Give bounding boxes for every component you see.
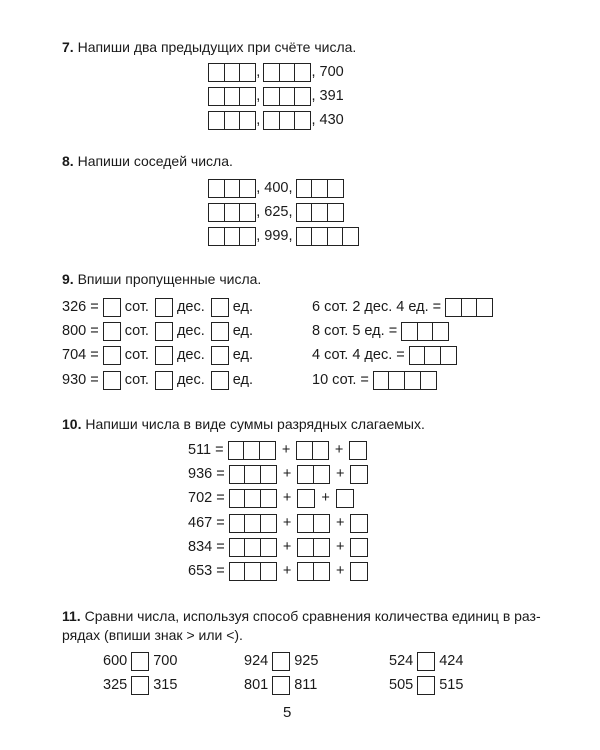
comparison-box[interactable] xyxy=(131,652,149,671)
right-number: 811 xyxy=(294,677,318,693)
comparison-box[interactable] xyxy=(417,652,435,671)
task-7-row xyxy=(208,61,344,83)
task-9-text: Впиши пропущенные числа. xyxy=(77,271,262,287)
task-11-number: 11. xyxy=(62,608,81,624)
task-10-text: Напиши числа в виде суммы разрядных слагаемых. xyxy=(85,416,425,432)
plus-sign: + xyxy=(282,563,292,579)
hundreds-boxes[interactable] xyxy=(229,514,277,533)
comma: , xyxy=(256,64,261,80)
ones-box[interactable] xyxy=(336,489,354,508)
task-9-right-row xyxy=(312,296,493,318)
tens-boxes[interactable] xyxy=(297,514,330,533)
tens-box[interactable] xyxy=(155,322,173,341)
tens-boxes[interactable] xyxy=(297,562,330,581)
tens-boxes[interactable] xyxy=(297,465,330,484)
task-9-heading xyxy=(62,271,261,287)
answer-boxes-4[interactable] xyxy=(373,371,437,390)
ones-box[interactable] xyxy=(211,371,229,390)
number-label: 467 = xyxy=(188,515,225,531)
compare-pair xyxy=(389,674,463,696)
plus-sign: + xyxy=(282,515,292,531)
hundreds-boxes[interactable] xyxy=(228,441,276,460)
tens-box[interactable] xyxy=(297,489,315,508)
task-9-left-row xyxy=(62,369,253,391)
comma: , xyxy=(256,112,261,128)
number-label: 936 = xyxy=(188,466,225,482)
hundreds-boxes[interactable] xyxy=(229,538,277,557)
task-8-row xyxy=(208,201,344,223)
task-7-heading xyxy=(62,39,356,55)
hundreds-unit: сот. xyxy=(124,323,149,339)
comparison-box[interactable] xyxy=(272,652,290,671)
left-number: 801 xyxy=(244,677,269,693)
plus-sign: + xyxy=(282,539,292,555)
place-value-expression: 8 сот. 5 ед. = xyxy=(312,323,398,339)
task-8-text: Напиши соседей числа. xyxy=(77,153,233,169)
task-10-row xyxy=(188,512,368,534)
answer-boxes-3[interactable] xyxy=(401,322,449,341)
tens-boxes[interactable] xyxy=(296,441,329,460)
right-number: 315 xyxy=(153,677,178,693)
hundreds-box[interactable] xyxy=(103,298,121,317)
comparison-box[interactable] xyxy=(272,676,290,695)
right-number: 515 xyxy=(439,677,464,693)
task-9-left-row xyxy=(62,296,253,318)
hundreds-box[interactable] xyxy=(103,322,121,341)
answer-boxes-3[interactable] xyxy=(445,298,493,317)
plus-sign: + xyxy=(336,466,345,482)
compare-pair xyxy=(103,674,177,696)
given-number: , 430 xyxy=(311,112,344,128)
ones-unit: ед. xyxy=(232,347,253,363)
answer-boxes-3[interactable] xyxy=(296,179,344,198)
answer-boxes-3[interactable] xyxy=(208,63,256,82)
answer-boxes-3[interactable] xyxy=(409,346,457,365)
task-11-heading-cont xyxy=(62,627,243,643)
left-number: 325 xyxy=(103,677,128,693)
number-label: 326 = xyxy=(62,299,99,315)
answer-boxes-3[interactable] xyxy=(263,63,311,82)
comparison-box[interactable] xyxy=(417,676,435,695)
given-number: , 999, xyxy=(256,228,293,244)
number-label: 511 = xyxy=(188,442,224,458)
ones-box[interactable] xyxy=(349,441,367,460)
right-number: 424 xyxy=(439,653,464,669)
number-label: 704 = xyxy=(62,347,99,363)
task-11-text-line1: Сравни числа, используя способ сравнения количества единиц в раз- xyxy=(84,608,541,624)
place-value-expression: 4 сот. 4 дес. = xyxy=(312,347,405,363)
plus-sign: + xyxy=(321,490,330,506)
tens-unit: дес. xyxy=(176,323,205,339)
given-number: , 700 xyxy=(311,64,344,80)
tens-boxes[interactable] xyxy=(297,538,330,557)
ones-box[interactable] xyxy=(350,538,368,557)
number-label: 834 = xyxy=(188,539,225,555)
ones-unit: ед. xyxy=(232,372,253,388)
tens-box[interactable] xyxy=(155,298,173,317)
answer-boxes-3[interactable] xyxy=(263,111,311,130)
answer-boxes-3[interactable] xyxy=(296,203,344,222)
task-8-row xyxy=(208,177,344,199)
tens-unit: дес. xyxy=(176,299,205,315)
page-number: 5 xyxy=(283,704,292,721)
place-value-expression: 10 сот. = xyxy=(312,372,369,388)
plus-sign: + xyxy=(334,442,344,458)
ones-unit: ед. xyxy=(232,299,253,315)
task-7-row xyxy=(208,109,344,131)
given-number: , 400, xyxy=(256,180,293,196)
answer-boxes-3[interactable] xyxy=(208,87,256,106)
plus-sign: + xyxy=(336,539,345,555)
tens-box[interactable] xyxy=(155,371,173,390)
hundreds-boxes[interactable] xyxy=(229,465,277,484)
task-9-right-row xyxy=(312,320,449,342)
plus-sign: + xyxy=(336,515,345,531)
place-value-expression: 6 сот. 2 дес. 4 ед. = xyxy=(312,299,442,315)
left-number: 524 xyxy=(389,653,414,669)
hundreds-unit: сот. xyxy=(124,347,149,363)
answer-boxes-3[interactable] xyxy=(208,111,256,130)
task-8-row xyxy=(208,225,359,247)
left-number: 924 xyxy=(244,653,269,669)
task-10-row xyxy=(188,439,367,461)
tens-box[interactable] xyxy=(155,346,173,365)
compare-pair xyxy=(389,650,463,672)
ones-box[interactable] xyxy=(211,322,229,341)
hundreds-box[interactable] xyxy=(103,371,121,390)
task-9-left-row xyxy=(62,344,253,366)
task-11-text-line2: рядах (впиши знак > или <). xyxy=(62,627,243,643)
ones-box[interactable] xyxy=(211,298,229,317)
answer-boxes-3[interactable] xyxy=(263,87,311,106)
plus-sign: + xyxy=(282,490,292,506)
tens-unit: дес. xyxy=(176,372,205,388)
task-7-text: Напиши два предыдущих при счёте числа. xyxy=(77,39,357,55)
task-7-number: 7. xyxy=(62,39,74,55)
answer-boxes-3[interactable] xyxy=(208,203,256,222)
compare-pair xyxy=(244,674,317,696)
ones-box[interactable] xyxy=(211,346,229,365)
task-10-number: 10. xyxy=(62,416,82,432)
given-number: , 391 xyxy=(311,88,344,104)
hundreds-box[interactable] xyxy=(103,346,121,365)
right-number: 925 xyxy=(294,653,319,669)
answer-boxes-3[interactable] xyxy=(208,227,256,246)
ones-box[interactable] xyxy=(350,514,368,533)
compare-pair xyxy=(103,650,177,672)
plus-sign: + xyxy=(336,563,345,579)
task-9-number: 9. xyxy=(62,271,74,287)
ones-box[interactable] xyxy=(350,562,368,581)
task-10-row xyxy=(188,487,354,509)
task-11-heading xyxy=(62,608,541,624)
hundreds-unit: сот. xyxy=(124,372,149,388)
number-label: 800 = xyxy=(62,323,99,339)
tens-unit: дес. xyxy=(176,347,205,363)
task-9-left-row xyxy=(62,320,253,342)
task-9-right-row xyxy=(312,344,457,366)
task-10-row xyxy=(188,560,368,582)
left-number: 505 xyxy=(389,677,414,693)
left-number: 600 xyxy=(103,653,128,669)
number-label: 930 = xyxy=(62,372,99,388)
answer-boxes-3[interactable] xyxy=(208,179,256,198)
right-number: 700 xyxy=(153,653,178,669)
hundreds-boxes[interactable] xyxy=(229,489,277,508)
comparison-box[interactable] xyxy=(131,676,149,695)
number-label: 653 = xyxy=(188,563,225,579)
ones-unit: ед. xyxy=(232,323,253,339)
answer-boxes-4[interactable] xyxy=(296,227,360,246)
plus-sign: + xyxy=(281,442,291,458)
task-8-heading xyxy=(62,153,233,169)
compare-pair xyxy=(244,650,318,672)
task-9-right-row xyxy=(312,369,437,391)
hundreds-boxes[interactable] xyxy=(229,562,277,581)
ones-box[interactable] xyxy=(350,465,368,484)
task-10-row xyxy=(188,536,368,558)
task-10-heading xyxy=(62,416,425,432)
task-8-number: 8. xyxy=(62,153,74,169)
number-label: 702 = xyxy=(188,490,225,506)
hundreds-unit: сот. xyxy=(124,299,149,315)
task-10-row xyxy=(188,463,368,485)
task-7-row xyxy=(208,85,344,107)
comma: , xyxy=(256,88,261,104)
given-number: , 625, xyxy=(256,204,293,220)
plus-sign: + xyxy=(282,466,292,482)
